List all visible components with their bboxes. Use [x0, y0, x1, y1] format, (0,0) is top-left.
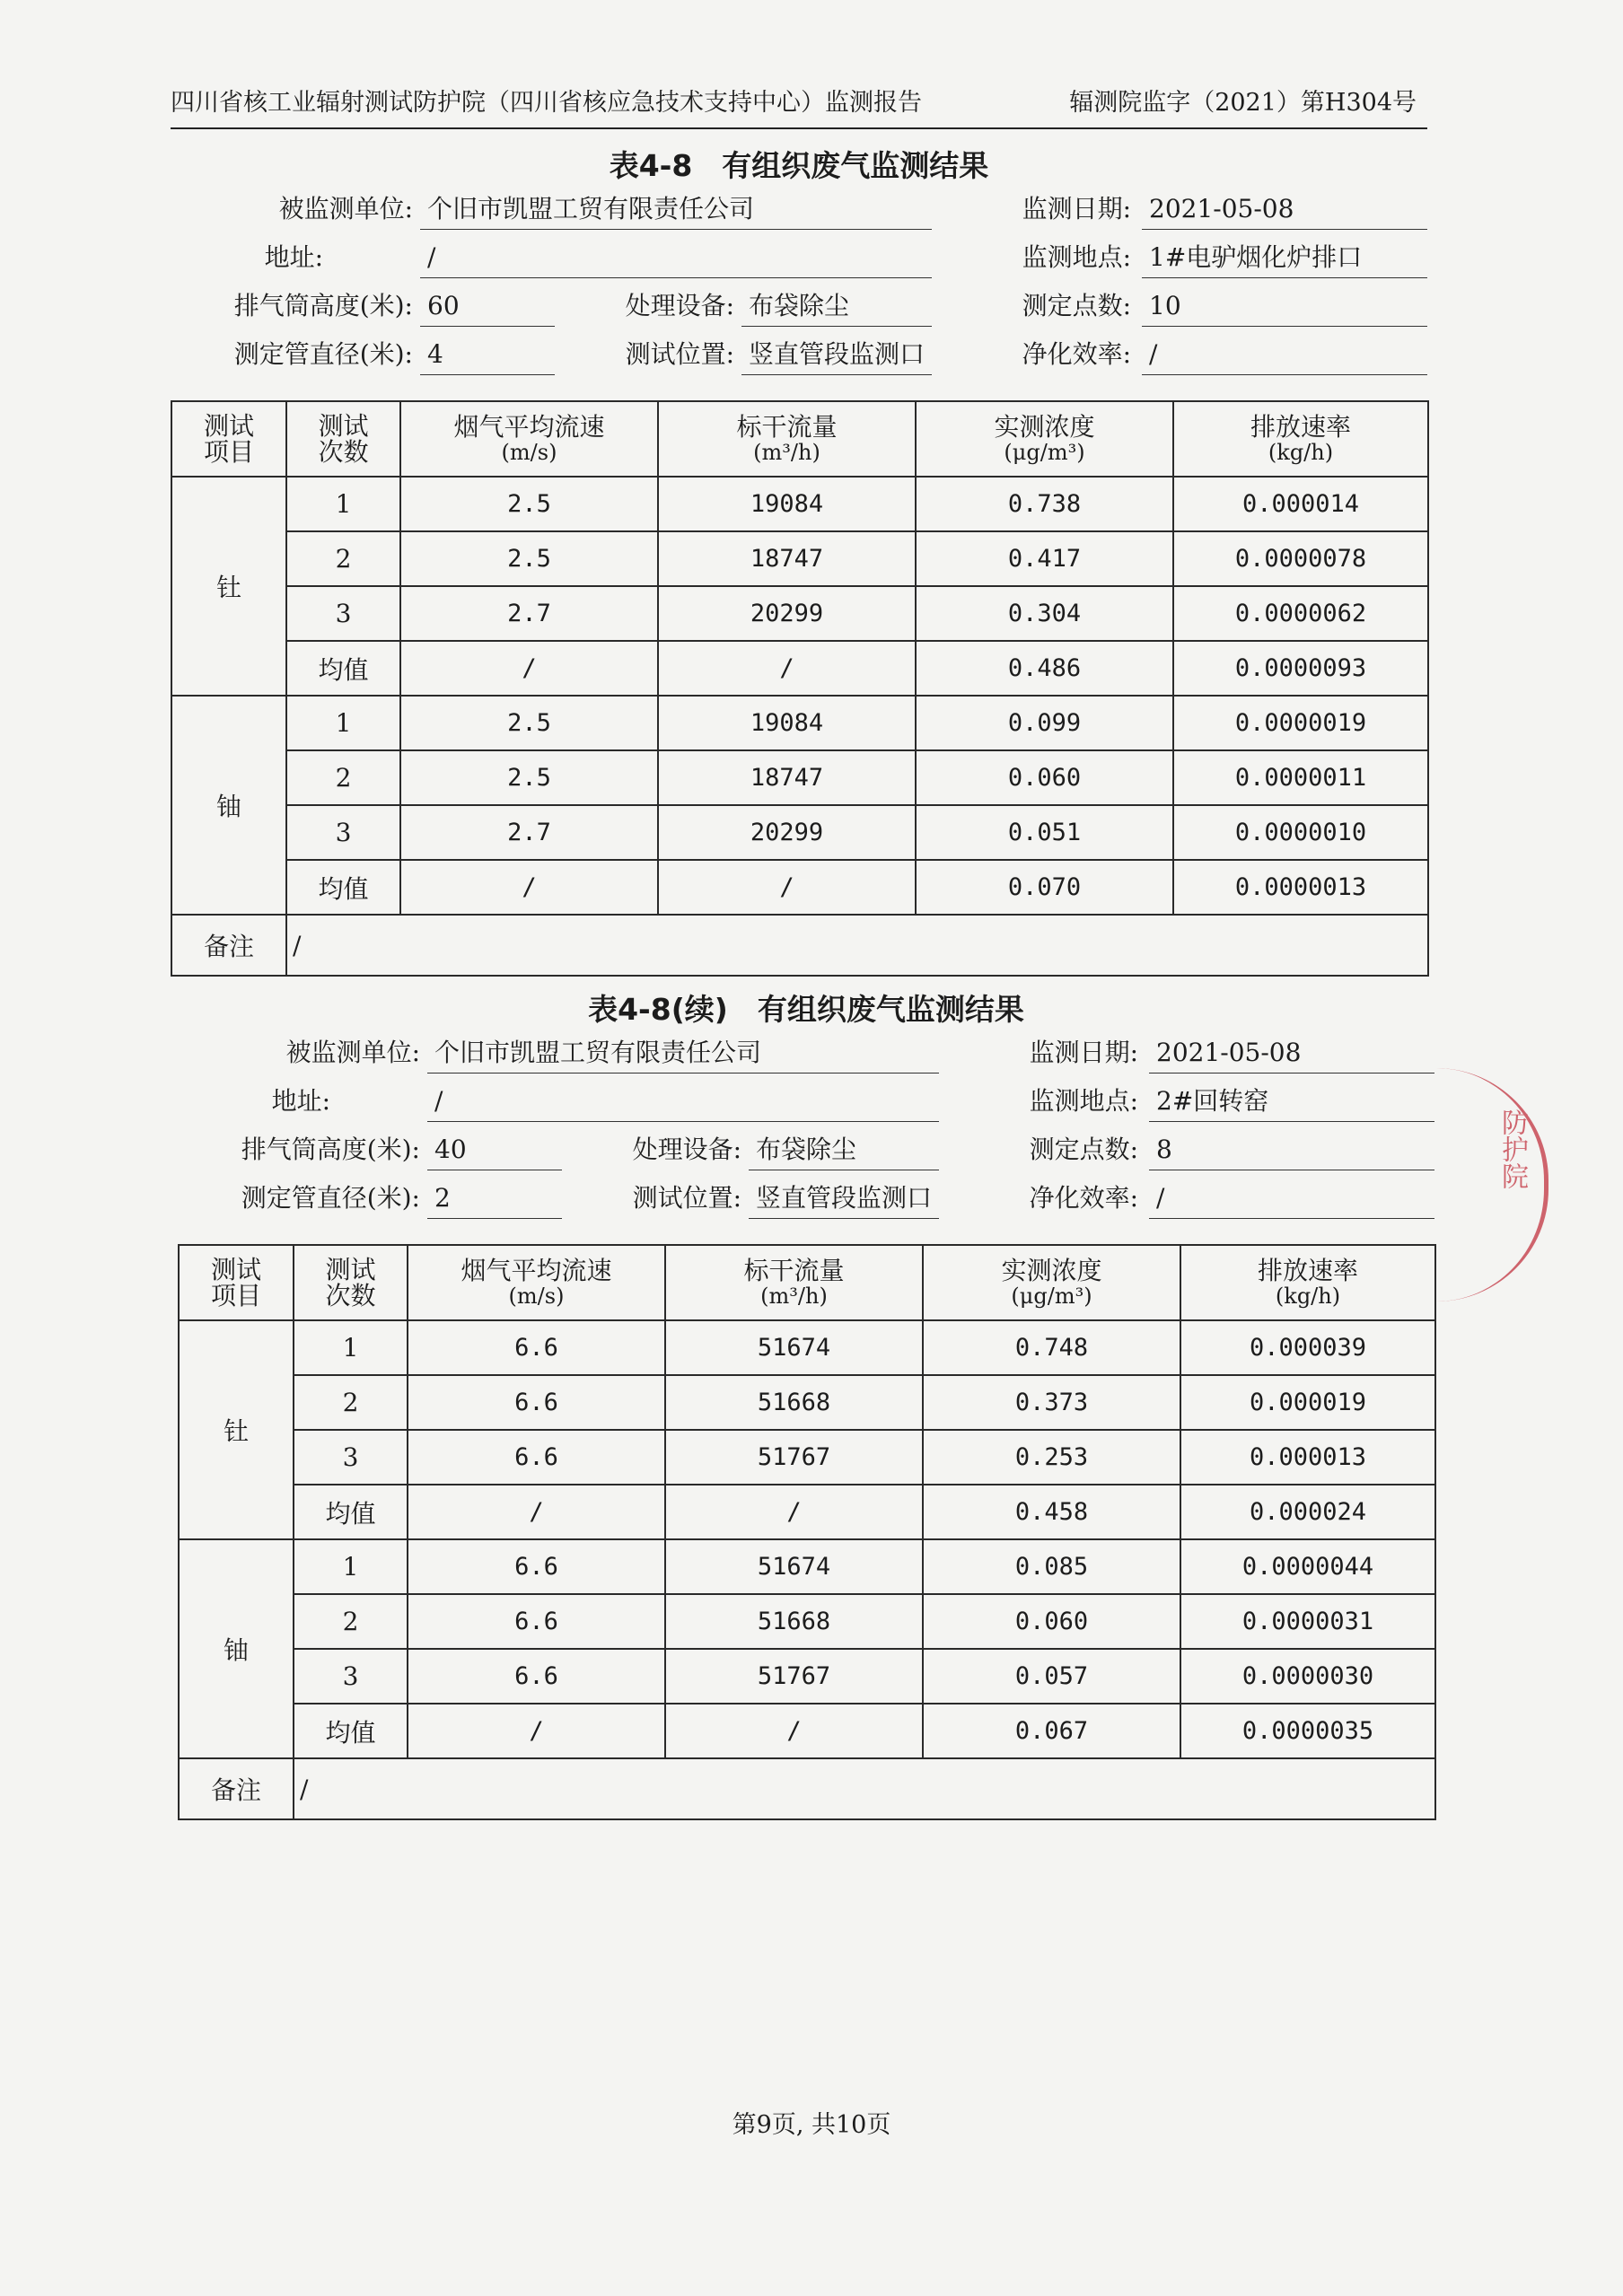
table-row — [171, 750, 1428, 805]
label-unit: 被监测单位: — [278, 194, 413, 223]
cell-rate: 0.000013 — [1180, 1430, 1435, 1485]
cell-conc: 0.253 — [923, 1430, 1180, 1485]
label-efficiency: 净化效率: — [1022, 339, 1131, 369]
value-unit: 个旧市凯盟工贸有限责任公司 — [427, 1032, 939, 1074]
cell-flow: / — [658, 860, 916, 915]
value-stack-height: 40 — [427, 1129, 562, 1170]
info-block — [178, 1032, 1434, 1226]
table-row — [179, 1539, 1435, 1594]
value-position: 竖直管段监测口 — [741, 334, 932, 375]
label-points: 测定点数: — [1029, 1135, 1138, 1164]
cell-flow: 51668 — [665, 1594, 923, 1649]
table-row — [179, 1320, 1435, 1375]
label-location: 监测地点: — [1022, 242, 1131, 272]
table-row — [179, 1430, 1435, 1485]
table-row — [171, 586, 1428, 641]
label-address: 地址: — [264, 242, 323, 272]
col-conc: 实测浓度 (μg/m³) — [916, 401, 1173, 477]
label-location: 监测地点: — [1029, 1086, 1138, 1116]
page-header — [171, 83, 1427, 129]
col-item: 测试 项目 — [171, 401, 286, 477]
label-date: 监测日期: — [1029, 1038, 1138, 1067]
cell-flow: 51767 — [665, 1649, 923, 1704]
cell-velocity: 2.5 — [400, 477, 658, 531]
cell-velocity: / — [400, 860, 658, 915]
value-efficiency: / — [1149, 1178, 1434, 1219]
value-date: 2021-05-08 — [1142, 188, 1427, 230]
col-rate: 排放速率 (kg/h) — [1180, 1245, 1435, 1320]
label-pipe-diameter: 测定管直径(米): — [233, 339, 413, 369]
cell-item: 铀 — [179, 1539, 294, 1758]
table-row — [171, 696, 1428, 750]
col-velocity: 烟气平均流速 (m/s) — [400, 401, 658, 477]
value-equipment: 布袋除尘 — [749, 1129, 939, 1170]
table-header-row — [171, 401, 1428, 477]
cell-flow: / — [658, 641, 916, 696]
value-equipment: 布袋除尘 — [741, 285, 932, 327]
value-location: 2#回转窑 — [1149, 1081, 1434, 1122]
cell-velocity: / — [408, 1485, 665, 1539]
cell-count: 1 — [286, 696, 400, 750]
cell-velocity: / — [408, 1704, 665, 1758]
header-org: 四川省核工业辐射测试防护院（四川省核应急技术支持中心）监测报告 — [171, 89, 922, 117]
value-pipe-diameter: 2 — [427, 1178, 562, 1219]
table-title: 表4-8(续) 有组织废气监测结果 — [588, 992, 1024, 1027]
cell-velocity: 6.6 — [408, 1594, 665, 1649]
cell-conc: 0.373 — [923, 1375, 1180, 1430]
cell-velocity: 2.5 — [400, 531, 658, 586]
label-pipe-diameter: 测定管直径(米): — [241, 1183, 420, 1213]
value-date: 2021-05-08 — [1149, 1032, 1434, 1074]
cell-rate: 0.0000011 — [1173, 750, 1428, 805]
cell-count: 3 — [286, 586, 400, 641]
cell-velocity: 6.6 — [408, 1320, 665, 1375]
table-row — [179, 1704, 1435, 1758]
cell-flow: 20299 — [658, 586, 916, 641]
cell-velocity: 2.5 — [400, 750, 658, 805]
table-row — [171, 860, 1428, 915]
value-unit: 个旧市凯盟工贸有限责任公司 — [420, 188, 932, 230]
remark-value: / — [294, 1758, 1435, 1819]
cell-conc: 0.060 — [916, 750, 1173, 805]
cell-velocity: 6.6 — [408, 1430, 665, 1485]
cell-velocity: 6.6 — [408, 1375, 665, 1430]
cell-conc: 0.067 — [923, 1704, 1180, 1758]
cell-conc: 0.057 — [923, 1649, 1180, 1704]
cell-rate: 0.0000044 — [1180, 1539, 1435, 1594]
page-footer: 第9页, 共10页 — [732, 2111, 891, 2139]
table-header-row — [179, 1245, 1435, 1320]
cell-flow: 19084 — [658, 696, 916, 750]
label-points: 测定点数: — [1022, 291, 1131, 320]
cell-count: 2 — [294, 1375, 408, 1430]
cell-conc: 0.738 — [916, 477, 1173, 531]
col-count: 测试 次数 — [294, 1245, 408, 1320]
cell-rate: 0.0000093 — [1173, 641, 1428, 696]
cell-count: 3 — [286, 805, 400, 860]
value-pipe-diameter: 4 — [420, 334, 555, 375]
cell-count: 均值 — [286, 860, 400, 915]
cell-conc: 0.070 — [916, 860, 1173, 915]
cell-flow: 51674 — [665, 1320, 923, 1375]
label-efficiency: 净化效率: — [1029, 1183, 1138, 1213]
cell-rate: 0.000039 — [1180, 1320, 1435, 1375]
cell-count: 均值 — [294, 1704, 408, 1758]
cell-flow: 51767 — [665, 1430, 923, 1485]
remark-row — [179, 1758, 1435, 1819]
cell-rate: 0.000024 — [1180, 1485, 1435, 1539]
label-stack-height: 排气筒高度(米): — [241, 1135, 420, 1164]
cell-count: 1 — [286, 477, 400, 531]
cell-count: 均值 — [294, 1485, 408, 1539]
cell-velocity: 6.6 — [408, 1539, 665, 1594]
cell-conc: 0.417 — [916, 531, 1173, 586]
info-block — [171, 188, 1427, 382]
label-unit: 被监测单位: — [285, 1038, 420, 1067]
cell-flow: 51668 — [665, 1375, 923, 1430]
cell-flow: 51674 — [665, 1539, 923, 1594]
cell-rate: 0.0000031 — [1180, 1594, 1435, 1649]
cell-velocity: / — [400, 641, 658, 696]
cell-item: 钍 — [179, 1320, 294, 1539]
report-number: 辐测院监字（2021）第H304号 — [1069, 89, 1417, 117]
remark-value: / — [286, 915, 1428, 976]
cell-count: 2 — [294, 1594, 408, 1649]
table-row — [179, 1375, 1435, 1430]
label-date: 监测日期: — [1022, 194, 1131, 223]
table-row — [171, 477, 1428, 531]
value-location: 1#电驴烟化炉排口 — [1142, 237, 1427, 278]
value-points: 10 — [1142, 285, 1427, 327]
cell-conc: 0.060 — [923, 1594, 1180, 1649]
table-row — [171, 805, 1428, 860]
cell-rate: 0.000014 — [1173, 477, 1428, 531]
value-address: / — [427, 1081, 939, 1122]
cell-rate: 0.0000019 — [1173, 696, 1428, 750]
col-conc: 实测浓度 (μg/m³) — [923, 1245, 1180, 1320]
col-velocity: 烟气平均流速 (m/s) — [408, 1245, 665, 1320]
cell-flow: 20299 — [658, 805, 916, 860]
cell-conc: 0.458 — [923, 1485, 1180, 1539]
value-stack-height: 60 — [420, 285, 555, 327]
cell-count: 均值 — [286, 641, 400, 696]
col-flow: 标干流量 (m³/h) — [658, 401, 916, 477]
table-title: 表4-8 有组织废气监测结果 — [609, 148, 989, 183]
section-table-4-8 — [171, 144, 1427, 977]
cell-velocity: 2.7 — [400, 805, 658, 860]
remark-label: 备注 — [179, 1758, 294, 1819]
cell-count: 3 — [294, 1430, 408, 1485]
table-row — [171, 531, 1428, 586]
cell-velocity: 2.7 — [400, 586, 658, 641]
cell-conc: 0.085 — [923, 1539, 1180, 1594]
value-position: 竖直管段监测口 — [749, 1178, 939, 1219]
cell-count: 2 — [286, 531, 400, 586]
label-address: 地址: — [271, 1086, 330, 1116]
cell-conc: 0.051 — [916, 805, 1173, 860]
cell-rate: 0.0000035 — [1180, 1704, 1435, 1758]
label-position: 测试位置: — [632, 1183, 741, 1213]
remark-label: 备注 — [171, 915, 286, 976]
cell-velocity: 6.6 — [408, 1649, 665, 1704]
cell-velocity: 2.5 — [400, 696, 658, 750]
value-points: 8 — [1149, 1129, 1434, 1170]
table-row — [179, 1649, 1435, 1704]
cell-flow: 18747 — [658, 750, 916, 805]
cell-rate: 0.0000030 — [1180, 1649, 1435, 1704]
col-flow: 标干流量 (m³/h) — [665, 1245, 923, 1320]
value-address: / — [420, 237, 932, 278]
value-efficiency: / — [1142, 334, 1427, 375]
cell-item: 铀 — [171, 696, 286, 915]
table-row — [179, 1594, 1435, 1649]
cell-conc: 0.304 — [916, 586, 1173, 641]
col-count: 测试 次数 — [286, 401, 400, 477]
cell-count: 1 — [294, 1539, 408, 1594]
cell-count: 2 — [286, 750, 400, 805]
results-table — [171, 400, 1429, 977]
label-equipment: 处理设备: — [625, 291, 734, 320]
label-stack-height: 排气筒高度(米): — [233, 291, 413, 320]
remark-row — [171, 915, 1428, 976]
col-rate: 排放速率 (kg/h) — [1173, 401, 1428, 477]
cell-conc: 0.748 — [923, 1320, 1180, 1375]
label-equipment: 处理设备: — [632, 1135, 741, 1164]
cell-rate: 0.0000062 — [1173, 586, 1428, 641]
cell-rate: 0.0000078 — [1173, 531, 1428, 586]
cell-item: 钍 — [171, 477, 286, 696]
cell-count: 1 — [294, 1320, 408, 1375]
cell-flow: / — [665, 1704, 923, 1758]
col-item: 测试 项目 — [179, 1245, 294, 1320]
cell-rate: 0.0000013 — [1173, 860, 1428, 915]
section-table-4-8-cont — [178, 987, 1434, 1820]
table-row — [179, 1485, 1435, 1539]
label-position: 测试位置: — [625, 339, 734, 369]
cell-count: 3 — [294, 1649, 408, 1704]
cell-flow: 18747 — [658, 531, 916, 586]
table-row — [171, 641, 1428, 696]
cell-rate: 0.0000010 — [1173, 805, 1428, 860]
cell-conc: 0.486 — [916, 641, 1173, 696]
cell-flow: 19084 — [658, 477, 916, 531]
cell-conc: 0.099 — [916, 696, 1173, 750]
cell-flow: / — [665, 1485, 923, 1539]
results-table — [178, 1244, 1436, 1820]
cell-rate: 0.000019 — [1180, 1375, 1435, 1430]
institute-stamp: 防护院 — [1436, 1068, 1548, 1301]
